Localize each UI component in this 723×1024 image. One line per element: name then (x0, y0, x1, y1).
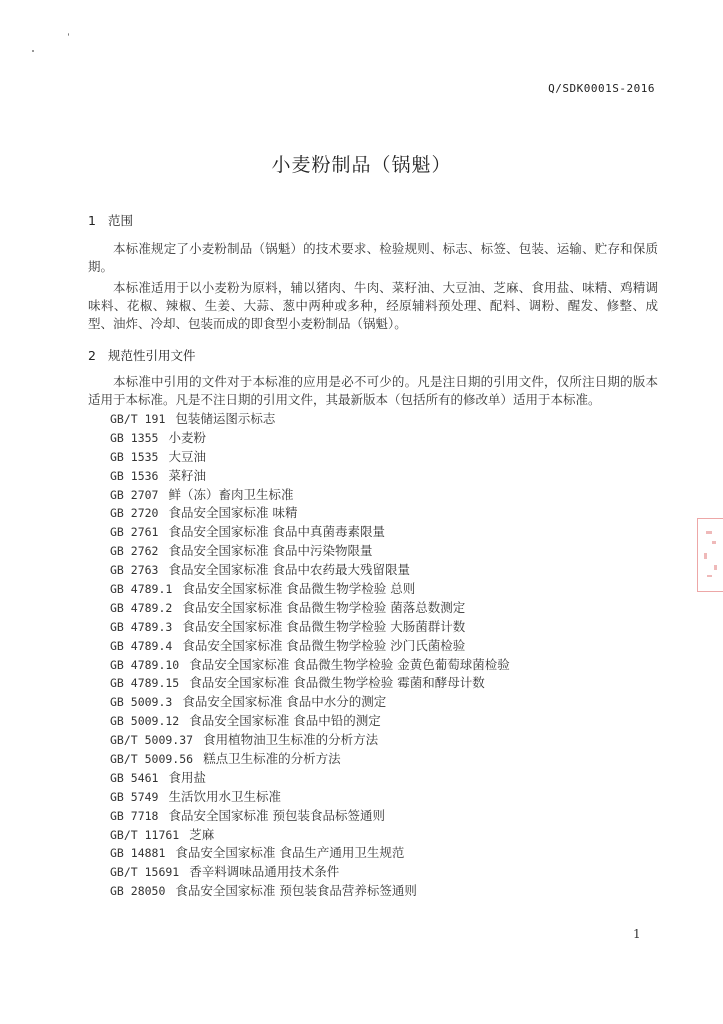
reference-code: GB 7718 (110, 808, 159, 823)
reference-title: 食品安全国家标准 食品中水分的测定 (182, 694, 387, 710)
reference-item (110, 882, 510, 901)
section-number: 1 (88, 213, 96, 228)
stamp-mark (712, 541, 716, 544)
reference-item (110, 542, 510, 561)
reference-code: GB 2762 (110, 544, 159, 559)
reference-code: GB 2720 (110, 506, 159, 521)
reference-title: 食品安全国家标准 食品中污染物限量 (168, 543, 373, 559)
reference-item (110, 618, 510, 637)
document-title: 小麦粉制品（锅魁） (271, 154, 452, 176)
reference-code: GB/T 11761 (110, 827, 180, 842)
reference-item (110, 656, 510, 675)
reference-title: 食品安全国家标准 食品中铅的测定 (189, 713, 381, 729)
section-heading-normative-references (88, 346, 196, 364)
reference-title: 食品安全国家标准 预包装食品标签通则 (168, 807, 385, 823)
reference-code: GB/T 5009.56 (110, 752, 194, 767)
reference-title: 食用盐 (168, 769, 206, 785)
reference-code: GB 4789.1 (110, 582, 173, 597)
scan-speck (68, 33, 69, 36)
reference-title: 食品安全国家标准 食品微生物学检验 金黄色葡萄球菌检验 (189, 656, 510, 672)
reference-code: GB 1536 (110, 468, 159, 483)
reference-item (110, 863, 510, 882)
reference-code: GB 5461 (110, 770, 159, 785)
reference-item (110, 410, 510, 429)
reference-code: GB/T 191 (110, 412, 166, 426)
reference-item (110, 523, 510, 542)
reference-title: 食品安全国家标准 食品中农药最大残留限量 (168, 562, 410, 578)
section-title: 范围 (108, 213, 134, 228)
reference-item (110, 561, 510, 580)
section-heading-scope (88, 211, 133, 229)
reference-item (110, 712, 510, 731)
reference-title: 糕点卫生标准的分析方法 (203, 751, 341, 767)
reference-item (110, 674, 510, 693)
reference-code: GB 4789.10 (110, 657, 180, 672)
reference-title: 食品安全国家标准 食品微生物学检验 菌落总数测定 (182, 599, 466, 615)
reference-code: GB/T 5009.37 (110, 733, 194, 748)
reference-code: GB 5749 (110, 789, 159, 804)
red-seal-stamp (697, 518, 723, 592)
stamp-mark (704, 553, 707, 559)
references-intro-paragraph: 本标准中引用的文件对于本标准的应用是必不可少的。凡是注日期的引用文件，仅所注日期的版本适用于本标准。凡是不注日期的引用文件，其最新版本（包括所有的修改单）适用于本标准。 (88, 374, 658, 407)
reference-item (110, 826, 510, 845)
reference-code: GB 4789.15 (110, 676, 180, 691)
reference-code: GB 14881 (110, 846, 166, 861)
reference-title: 食品安全国家标准 食品生产通用卫生规范 (175, 845, 405, 861)
reference-title: 食品安全国家标准 味精 (168, 505, 298, 521)
reference-code: GB 5009.12 (110, 714, 180, 729)
reference-title: 食品安全国家标准 食品中真菌毒素限量 (168, 524, 385, 540)
reference-title: 食品安全国家标准 食品微生物学检验 大肠菌群计数 (182, 618, 466, 634)
reference-item (110, 637, 510, 656)
reference-item (110, 504, 510, 523)
document-code: Q/SDK0001S-2016 (548, 82, 655, 95)
reference-item (110, 769, 510, 788)
reference-item (110, 580, 510, 599)
reference-title: 香辛料调味品通用技术条件 (189, 864, 340, 880)
reference-title: 大豆油 (168, 448, 206, 464)
scope-paragraph-1: 本标准规定了小麦粉制品（锅魁）的技术要求、检验规则、标志、标签、包装、运输、贮存和保质期。 (88, 241, 658, 274)
reference-item (110, 467, 510, 486)
reference-code: GB 1355 (110, 430, 159, 445)
stamp-mark (706, 531, 712, 534)
stamp-mark (707, 575, 712, 577)
reference-title: 食品安全国家标准 食品微生物学检验 沙门氏菌检验 (182, 637, 466, 653)
reference-code: GB 2761 (110, 525, 159, 540)
page-number: 1 (633, 927, 641, 941)
reference-title: 食用植物油卫生标准的分析方法 (203, 732, 379, 748)
reference-title: 食品安全国家标准 食品微生物学检验 霉菌和酵母计数 (189, 675, 485, 691)
reference-list (110, 410, 510, 901)
reference-code: GB 5009.3 (110, 695, 173, 710)
reference-title: 菜籽油 (168, 467, 206, 483)
scan-speck (32, 50, 34, 52)
reference-code: GB 4789.4 (110, 638, 173, 653)
reference-item (110, 750, 510, 769)
reference-title: 食品安全国家标准 预包装食品营养标签通则 (175, 883, 417, 899)
reference-item (110, 599, 510, 618)
reference-code: GB 2707 (110, 487, 159, 502)
reference-code: GB 28050 (110, 884, 166, 899)
reference-title: 芝麻 (189, 826, 215, 842)
section-title: 规范性引用文件 (108, 348, 196, 363)
reference-code: GB 4789.2 (110, 600, 173, 615)
reference-code: GB/T 15691 (110, 865, 180, 880)
reference-item (110, 693, 510, 712)
reference-code: GB 1535 (110, 449, 159, 464)
reference-title: 鲜（冻）畜肉卫生标准 (168, 486, 294, 502)
reference-code: GB 4789.3 (110, 619, 173, 634)
reference-title: 包装储运图示标志 (175, 411, 276, 426)
reference-title: 小麦粉 (168, 429, 206, 445)
reference-item (110, 807, 510, 826)
reference-item (110, 448, 510, 467)
section-number: 2 (88, 348, 96, 363)
stamp-mark (714, 565, 717, 570)
reference-title: 生活饮用水卫生标准 (168, 788, 281, 804)
reference-item (110, 844, 510, 863)
reference-item (110, 429, 510, 448)
scope-paragraph-2: 本标准适用于以小麦粉为原料，辅以猪肉、牛肉、菜籽油、大豆油、芝麻、食用盐、味精、鸡精调味料、花椒、辣椒、生姜、大蒜、葱中两种或多种，经原辅料预处理、配料、调粉、醒发、修整、成型、油炸、冷却、包装而成的即食型小麦粉制品（锅魁）。 (88, 280, 658, 331)
reference-item (110, 788, 510, 807)
reference-item (110, 731, 510, 750)
reference-item (110, 486, 510, 505)
reference-code: GB 2763 (110, 563, 159, 578)
reference-title: 食品安全国家标准 食品微生物学检验 总则 (182, 581, 416, 597)
